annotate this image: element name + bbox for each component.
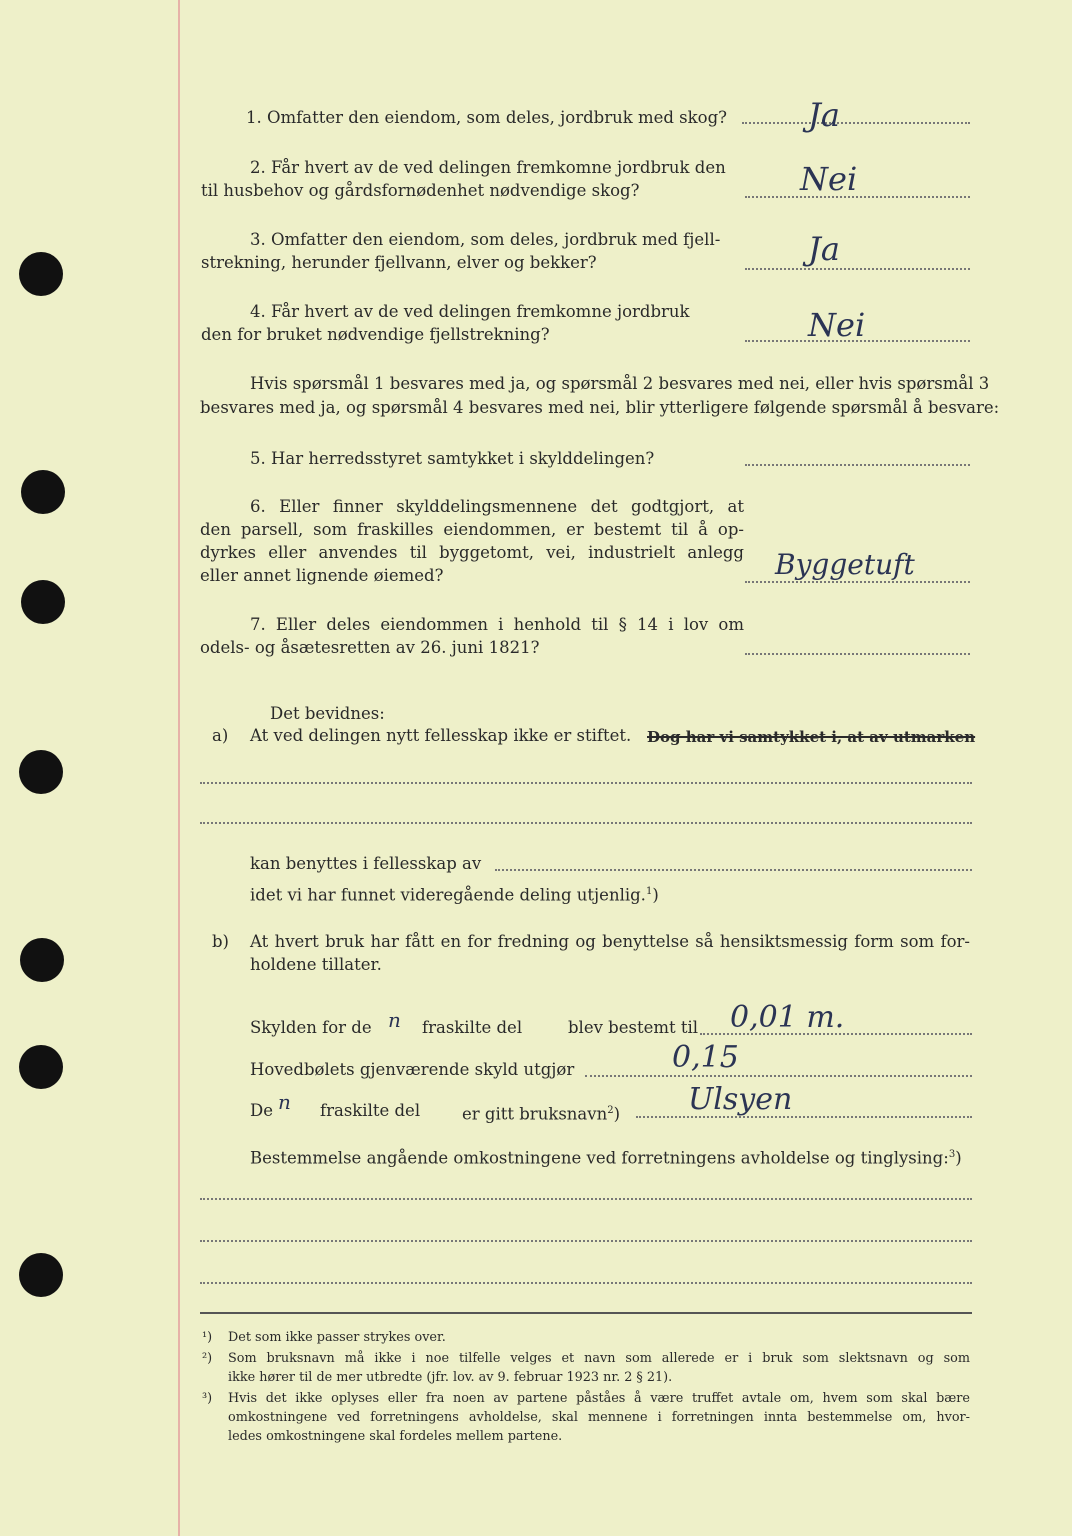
assessment-label-1c: blev bestemt til [568, 1018, 699, 1037]
assessment-label-3: De [250, 1101, 273, 1120]
assessment-value-1: 0,01 m. [730, 1000, 845, 1035]
margin-line [178, 0, 180, 1536]
attestation-b-marker: b) [212, 932, 229, 951]
punch-hole [19, 750, 63, 794]
answer-line-7 [745, 653, 970, 655]
question-7-line-2: odels- og åsætesretten av 26. juni 1821? [200, 638, 540, 657]
punch-hole [21, 580, 65, 624]
punch-hole [21, 470, 65, 514]
question-2-line-1: 2. Får hvert av de ved delingen fremkomne jordbruk den [250, 158, 726, 177]
conditional-instruction-line-2: besvares med ja, og spørsmål 4 besvares med nei, blir ytterligere følgende spørsmål å besvare: [200, 398, 1000, 417]
assessment-value-2: 0,15 [672, 1040, 739, 1075]
costs-label: Bestemmelse angående omkostningene ved forretningens avholdelse og tinglysing:$^3$) [250, 1148, 962, 1168]
answer-line-1 [742, 122, 970, 124]
conditional-instruction-line-1: Hvis spørsmål 1 besvares med ja, og spørsmål 2 besvares med nei, eller hvis spørsmål 3 [250, 374, 990, 393]
question-3-line-2: strekning, herunder fjellvann, elver og bekker? [201, 253, 597, 272]
attestation-a-marker: a) [212, 726, 229, 745]
punch-hole [19, 252, 63, 296]
footnote-2-line-2: ikke hører til de mer utbredte (jfr. lov. av 9. februar 1923 nr. 2 § 21). [228, 1370, 673, 1385]
footnote-2-line-1: Som bruksnavn må ikke i noe tilfelle velges et navn som allerede er i bruk som slektsnavn og som [228, 1351, 970, 1366]
answer-line-2 [745, 196, 970, 198]
question-6-line-4: eller annet lignende øiemed? [200, 566, 444, 585]
blank-line [200, 1282, 972, 1284]
assessment-handwritten-3: n [278, 1090, 291, 1114]
blank-line [200, 782, 972, 784]
assessment-label-3c: er gitt bruksnavn$^2$) [462, 1104, 621, 1124]
answer-4: Nei [808, 306, 866, 344]
attestation-heading: Det bevidnes: [270, 704, 385, 723]
assessment-handwritten-1: n [388, 1008, 401, 1032]
assessment-label-2: Hovedbølets gjenværende skyld utgjør [250, 1060, 575, 1079]
question-6-line-2: den parsell, som fraskilles eiendommen, er bestemt til å op- [200, 520, 744, 539]
attestation-a-struck-text: Dog har vi samtykket i, at av utmarken [647, 728, 976, 746]
question-6-line-3: dyrkes eller anvendes til byggetomt, vei, industrielt anlegg [200, 543, 744, 562]
footnote-3-line-2: omkostningene ved forretningens avholdelse, skal mennene i forretningen innta bestemmelse om, hvor- [228, 1410, 970, 1425]
assessment-line-3 [636, 1116, 972, 1118]
question-2-line-2: til husbehov og gårdsfornødenhet nødvendige skog? [201, 181, 640, 200]
assessment-value-3: Ulsyen [688, 1082, 793, 1117]
answer-3: Ja [808, 230, 840, 268]
punch-hole [19, 1045, 63, 1089]
footnote-3-line-1: Hvis det ikke oplyses eller fra noen av partene påståes å være truffet avtale om, hvem som skal bære [228, 1391, 970, 1406]
assessment-label-3b: fraskilte del [320, 1101, 421, 1120]
question-5: 5. Har herredsstyret samtykket i skylddelingen? [250, 449, 655, 468]
attestation-a-continuation-1: kan benyttes i fellesskap av [250, 854, 482, 873]
footnote-1: Det som ikke passer strykes over. [228, 1330, 446, 1345]
answer-2: Nei [800, 160, 858, 198]
attestation-a-text: At ved delingen nytt fellesskap ikke er stiftet. [250, 726, 632, 745]
blank-line [200, 822, 972, 824]
attestation-b-line-2: holdene tillater. [250, 955, 382, 974]
blank-line [200, 1240, 972, 1242]
assessment-label-1: Skylden for de [250, 1018, 372, 1037]
attestation-b-line-1: At hvert bruk har fått en for fredning og benyttelse så hensiktsmessig form som for- [250, 932, 970, 951]
question-4-line-1: 4. Får hvert av de ved delingen fremkomne jordbruk [250, 302, 690, 321]
punch-hole [19, 1253, 63, 1297]
footnote-rule [200, 1312, 972, 1314]
answer-6: Byggetuft [775, 548, 915, 581]
question-4-line-2: den for bruket nødvendige fjellstrekning? [201, 325, 550, 344]
question-6-line-1: 6. Eller finner skylddelingsmennene det godtgjort, at [250, 497, 744, 516]
answer-line-6 [745, 581, 970, 583]
footnote-2-marker: ²) [202, 1351, 213, 1366]
answer-1: Ja [808, 96, 840, 134]
question-7-line-1: 7. Eller deles eiendommen i henhold til § 14 i lov om [250, 615, 744, 634]
question-1: 1. Omfatter den eiendom, som deles, jordbruk med skog? [246, 108, 727, 127]
footnote-3-marker: ³) [202, 1391, 213, 1406]
question-3-line-1: 3. Omfatter den eiendom, som deles, jordbruk med fjell- [250, 230, 721, 249]
attestation-a-continuation-2: idet vi har funnet videregående deling utjenlig.$^1$) [250, 885, 659, 905]
punch-hole [20, 938, 64, 982]
footnote-1-marker: ¹) [202, 1330, 213, 1345]
answer-line-5 [745, 464, 970, 466]
assessment-line-2 [585, 1075, 972, 1077]
blank-line [495, 869, 972, 871]
assessment-label-1b: fraskilte del [422, 1018, 523, 1037]
answer-line-3 [745, 268, 970, 270]
blank-line [200, 1198, 972, 1200]
footnote-3-line-3: ledes omkostningene skal fordeles mellem partene. [228, 1429, 563, 1444]
